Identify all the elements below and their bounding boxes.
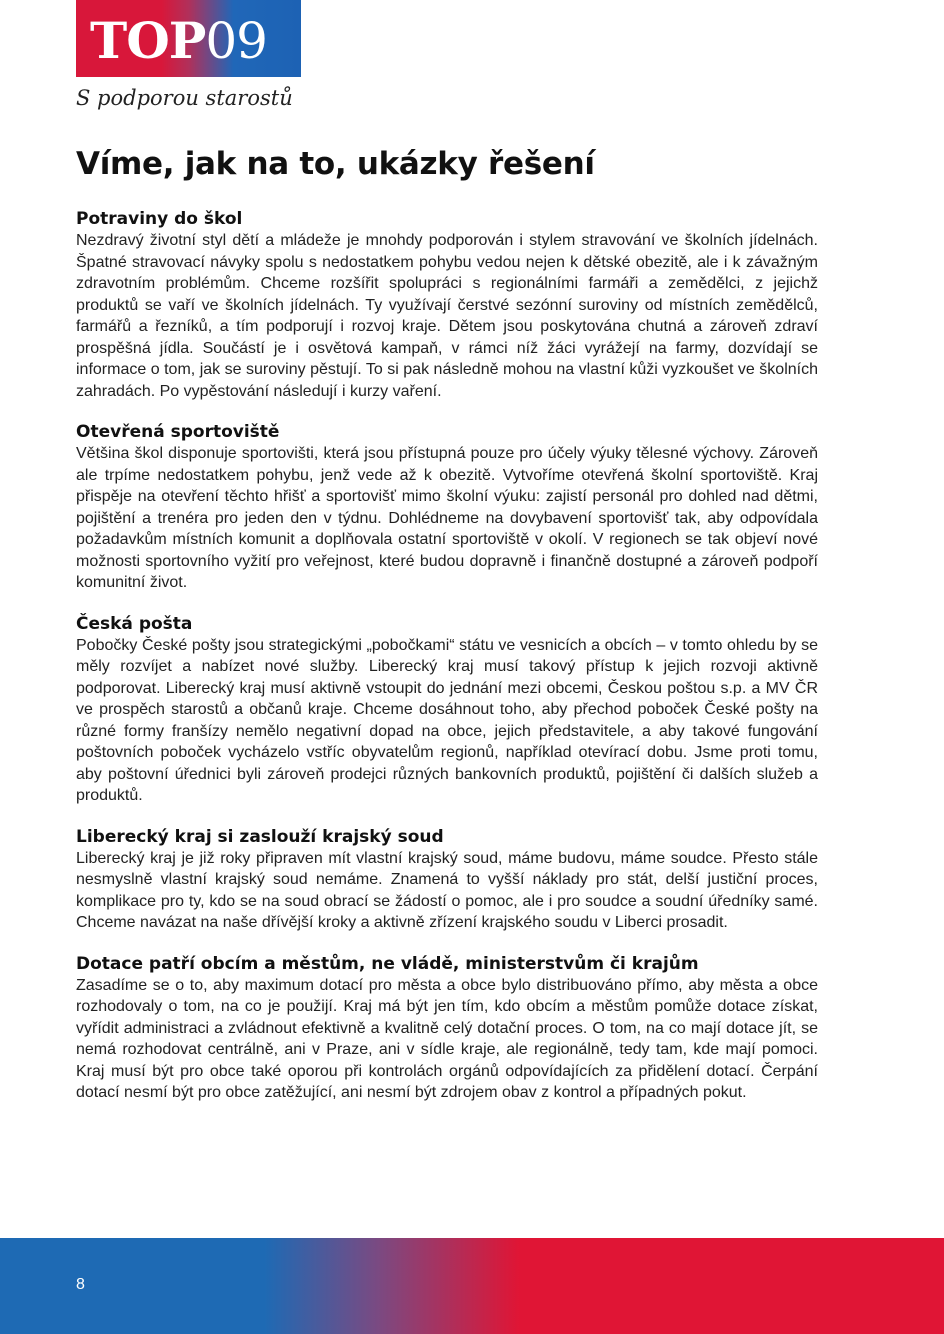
section-potraviny <box>76 208 818 402</box>
section-heading: Otevřená sportoviště <box>76 422 280 442</box>
article-content <box>76 208 818 1123</box>
page-title: Víme, jak na to, ukázky řešení <box>76 146 595 182</box>
logo-wordmark <box>90 10 267 70</box>
section-body: Zasadíme se o to, aby maximum dotací pro města a obce bylo distribuováno přímo, aby města a obce rozhodovaly o tom, na co je použijí. Kraj má být jen tím, kdo obcím a městům pomůže dotace získat, vyřídit administraci a zvládnout efektivně a kvalitně celý dotační proces. O tom, na co mají dotace jít, se nemá rozhodovat centrálně, ani v Praze, ani v sídle kraje, ale regionálně, tedy tam, kde mají pomoci. Kraj musí být pro obce také oporou při kontrolách orgánů odpovídajících za přidělení dotací. Čerpání dotací nesmí být pro obce zatěžující, ani nesmí být zdrojem obav z kontrol a případných pokut. <box>76 976 818 1101</box>
top09-logo <box>76 0 301 77</box>
section-dotace <box>76 953 818 1104</box>
section-body: Většina škol disponuje sportovišti, která jsou přístupná pouze pro účely výuky tělesné výchovy. Zároveň ale trpíme nedostatkem pohybu, jenž vede až k obezitě. Vytvoříme otevřená školní sportoviště. Kraj přispěje na otevření těchto hřišť a sportovišť mimo školní výuku: zajistí personál pro dohled nad dětmi, pojištění a trenéra pro jeden den v týdnu. Dohlédneme na dovybavení sportovišť tak, aby odpovídala požadavkům místních komunit a doplňovala ostatní sportoviště v okolí. V regionech se tak objeví nové možnosti sportovního vyžití pro veřejnost, které budou dopravně i finančně dostupné a zároveň podpoří komunitní život. <box>76 445 818 591</box>
section-heading: Dotace patří obcím a městům, ne vládě, ministerstvům či krajům <box>76 953 699 974</box>
section-sportoviste <box>76 421 818 594</box>
section-krajsky-soud <box>76 826 818 934</box>
footer-band <box>0 1238 944 1334</box>
logo-number-text: 09 <box>205 11 267 70</box>
tagline: S podporou starostů <box>76 86 293 110</box>
section-heading: Liberecký kraj si zaslouží krajský soud <box>76 826 444 847</box>
section-heading: Potraviny do škol <box>76 209 243 229</box>
logo-top-text: TOP <box>90 10 206 70</box>
section-ceska-posta <box>76 613 818 807</box>
section-heading: Česká pošta <box>76 613 193 634</box>
section-body: Liberecký kraj je již roky připraven mít vlastní krajský soud, máme budovu, máme soudce. Přesto stále nesmyslně vlastní krajský soud nemáme. Znamená to vyšší náklady pro stát, delší justiční proces, komplikace pro ty, kdo se na soud obrací se žádostí o pomoc, ale i pro soudce a soudní úředníky samé. Chceme navázat na naše dřívější kroky a aktivně zřízení krajského soudu v Liberci prosadit. <box>76 849 818 931</box>
section-body: Pobočky České pošty jsou strategickými „pobočkami“ státu ve vesnicích a obcích – v tomto ohledu by se měly rozvíjet a nabízet nové služby. Liberecký kraj musí takový přístup k jejich rozvoji aktivně podporovat. Liberecký kraj musí aktivně vstoupit do jednání mezi obcemi, Českou poštou s.p. a MV ČR ve prospěch starostů a občanů kraje. Chceme dosáhnout toho, aby přechod poboček České pošty na různé formy franšízy nemělo negativní dopad na obce, jejich představitele, a aby takové fungování poštovních poboček vycházelo vstříc obyvatelům regionů, například otevírací dobu. Jsme proti tomu, aby poštovní úřednici byli zároveň prodejci různých bankovních produktů, pojištění či dalších služeb a produktů. <box>76 636 818 804</box>
section-body: Nezdravý životní styl dětí a mládeže je mnohdy podporován i stylem stravování ve školních jídelnách. Špatné stravovací návyky spolu s nedostatkem pohybu vedou nejen k dětské obezitě, ale i k závažným zdravotním problémům. Chceme rozšířit spolupráci s regionálními farmáři a zemědělci, z jejichž produktů se vaří ve školních jídelnách. Ty využívají čerstvé sezónní suroviny od místních zemědělců, farmářů a řezníků, a tím podporují i rozvoj kraje. Dětem jsou poskytována chutná a zároveň zdraví prospěšná jídla. Součástí je i osvětová kampaň, v rámci níž žáci vyrážejí na farmy, dozvídají se informace o tom, jak se suroviny pěstují. To si pak následně mohou na vlastní kůži vyzkoušet ve školních zahradách. Po vypěstování následují i kurzy vaření. <box>76 232 818 400</box>
page-number: 8 <box>76 1276 85 1293</box>
